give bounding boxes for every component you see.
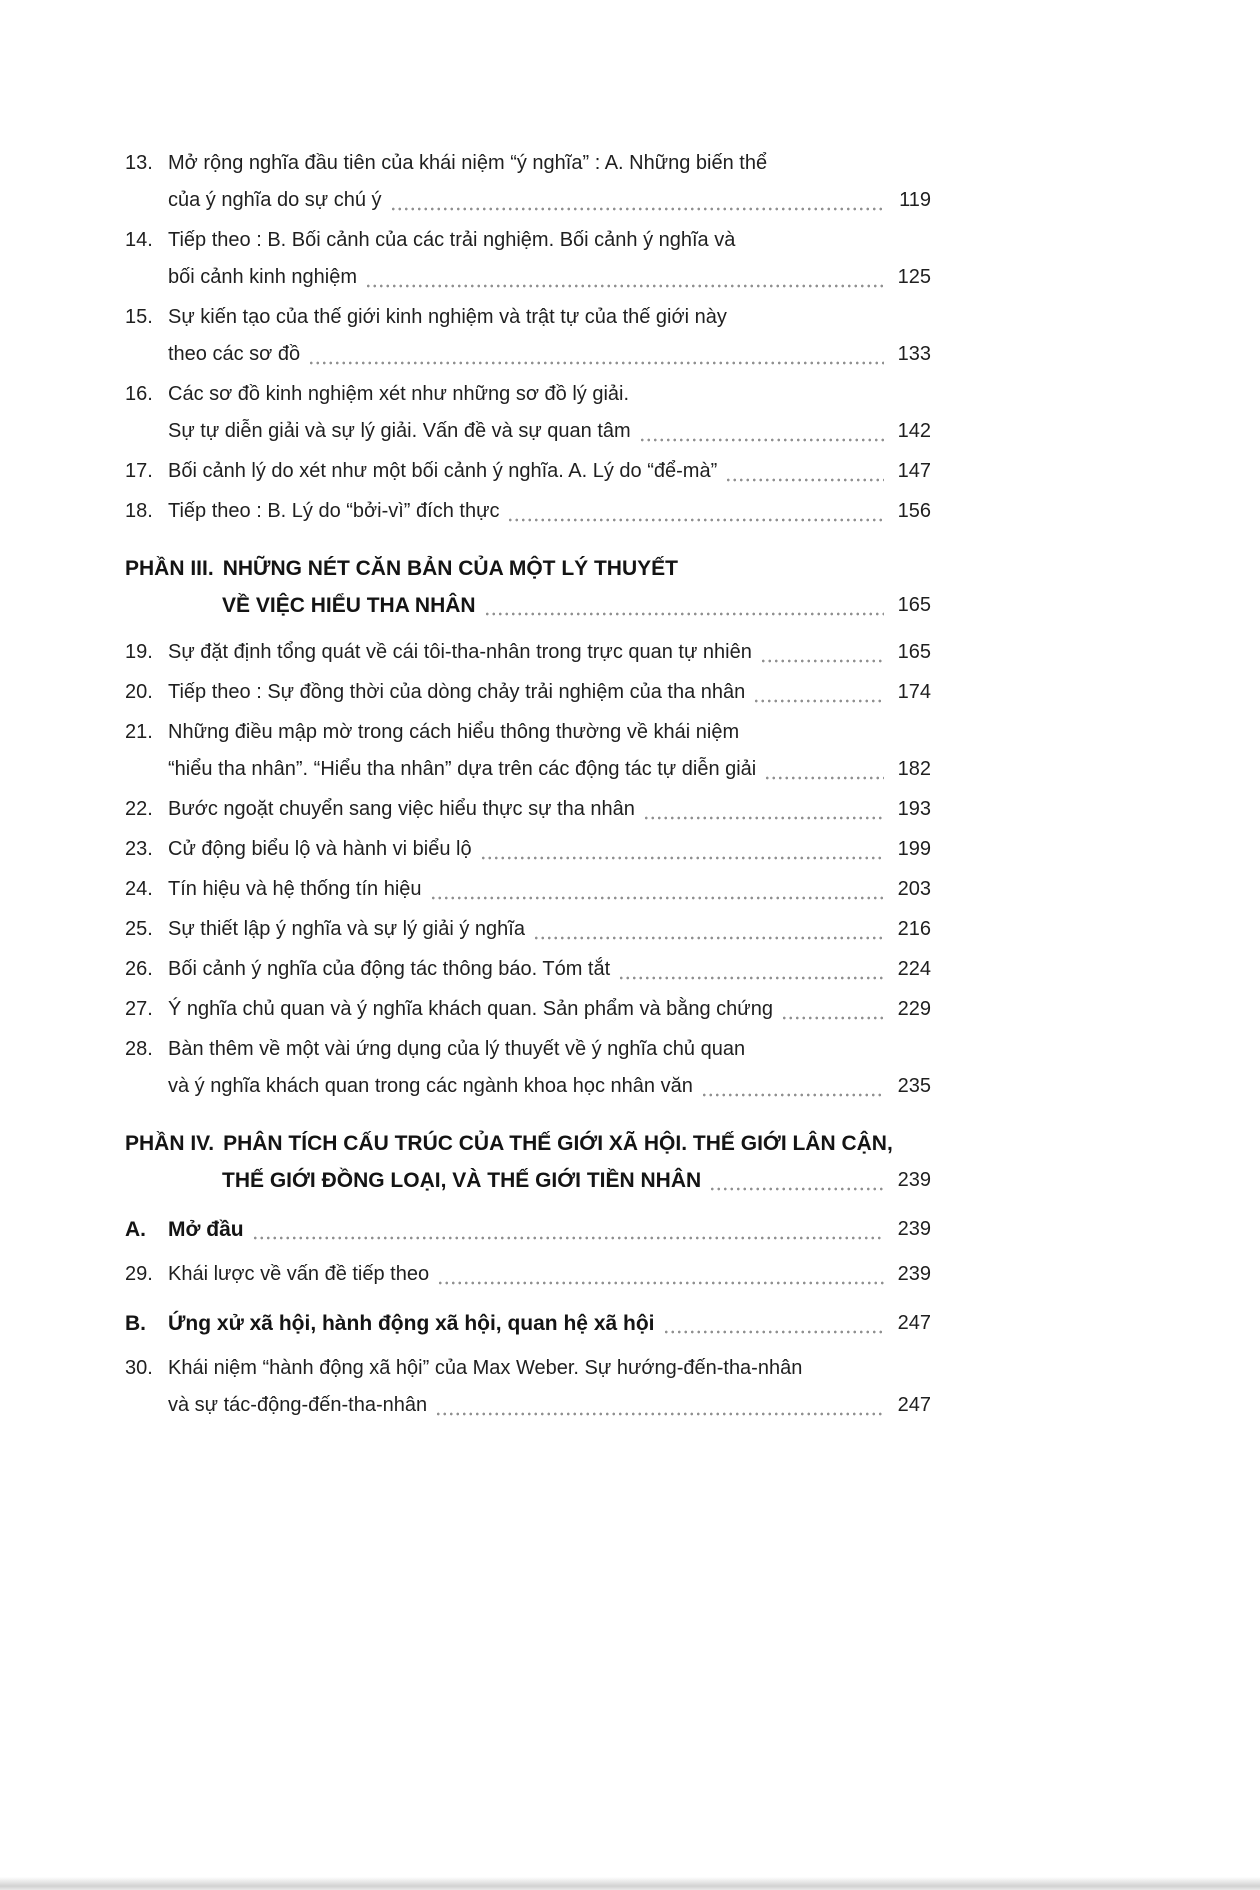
entry-text: PHÂN TÍCH CẤU TRÚC CỦA THẾ GIỚI XÃ HỘI. THẾ GIỚI LÂN CẬN,: [223, 1132, 893, 1155]
entry-text: Bàn thêm về một vài ứng dụng của lý thuyết về ý nghĩa chủ quan: [168, 1038, 746, 1060]
entry-page-number: 119: [899, 189, 931, 211]
entry-line: [168, 145, 931, 182]
entry-number: 19.: [125, 641, 153, 663]
entry-page-number: 235: [897, 1075, 931, 1097]
entry-text: Sự đặt định tổng quát về cái tôi-tha-nhân trong trực quan tự nhiên: [168, 641, 752, 663]
toc-item: [125, 714, 931, 788]
entry-line: [125, 550, 931, 587]
entry-line: [168, 222, 931, 259]
page-bottom-edge: [0, 1877, 1260, 1890]
entry-text: Khái lược về vấn đề tiếp theo: [168, 1263, 430, 1285]
entry-body: [168, 1305, 931, 1342]
entry-body: [168, 871, 931, 908]
toc-item: [125, 871, 931, 908]
dotted-leader: [764, 776, 884, 780]
entry-line: [168, 991, 931, 1028]
part-label: PHẦN IV.: [125, 1132, 215, 1155]
entry-number: 20.: [125, 681, 153, 703]
dotted-leader: [507, 518, 884, 522]
entry-page-number: 182: [897, 758, 931, 780]
entry-page-number: 165: [897, 641, 931, 663]
entry-number: 27.: [125, 998, 153, 1020]
dotted-leader: [430, 896, 884, 900]
entry-page-number: 239: [897, 1169, 931, 1191]
entry-text: Tiếp theo : B. Bối cảnh của các trải nghiệm. Bối cảnh ý nghĩa và: [168, 229, 736, 251]
entry-body: [168, 714, 931, 788]
toc-item: [125, 145, 931, 219]
entry-body: [125, 550, 931, 624]
entry-body: [168, 453, 931, 490]
entry-text: VỀ VIỆC HIỂU THA NHÂN: [222, 594, 476, 617]
entry-text: NHỮNG NÉT CĂN BẢN CỦA MỘT LÝ THUYẾT: [222, 557, 678, 580]
dotted-leader: [753, 699, 884, 703]
entry-line: [168, 951, 931, 988]
dotted-leader: [252, 1236, 884, 1240]
entry-line: [168, 791, 931, 828]
dotted-leader: [701, 1093, 884, 1097]
entry-page-number: 125: [897, 266, 931, 288]
entry-line: [168, 1305, 931, 1342]
toc-item: [125, 1350, 931, 1424]
entry-body: [168, 951, 931, 988]
dotted-leader: [533, 936, 884, 940]
entry-text: Các sơ đồ kinh nghiệm xét như những sơ đồ lý giải.: [168, 383, 630, 405]
entry-text: Khái niệm “hành động xã hội” của Max Weber. Sự hướng-đến-tha-nhân: [168, 1357, 803, 1379]
entry-line: [168, 182, 931, 219]
dotted-leader: [663, 1330, 885, 1334]
entry-page-number: 193: [897, 798, 931, 820]
entry-page-number: 199: [897, 838, 931, 860]
entry-number: 25.: [125, 918, 153, 940]
toc-section-heading: [125, 1211, 931, 1248]
table-of-contents-page: [125, 145, 931, 1427]
entry-page-number: 239: [897, 1263, 931, 1285]
toc-part-heading: [125, 1125, 931, 1199]
entry-page-number: 174: [897, 681, 931, 703]
entry-text: và ý nghĩa khách quan trong các ngành khoa học nhân văn: [168, 1075, 693, 1097]
entry-text: Bối cảnh lý do xét như một bối cảnh ý nghĩa. A. Lý do “để-mà”: [168, 460, 718, 482]
entry-line: [168, 493, 931, 530]
entry-line: [168, 1031, 931, 1068]
entry-line: [168, 751, 931, 788]
dotted-leader: [618, 976, 884, 980]
entry-number: 28.: [125, 1038, 153, 1060]
entry-line: [168, 634, 931, 671]
dotted-leader: [725, 478, 884, 482]
entry-text: Những điều mập mờ trong cách hiểu thông thường về khái niệm: [168, 721, 740, 743]
entry-text: Mở rộng nghĩa đầu tiên của khái niệm “ý nghĩa” : A. Những biến thể: [168, 152, 768, 174]
dotted-leader: [480, 856, 884, 860]
entry-number: 17.: [125, 460, 153, 482]
entry-line: [168, 336, 931, 373]
dotted-leader: [760, 659, 884, 663]
entry-page-number: 203: [897, 878, 931, 900]
entry-body: [168, 376, 931, 450]
toc-item: [125, 376, 931, 450]
entry-text: Tiếp theo : B. Lý do “bởi-vì” đích thực: [168, 500, 500, 522]
toc-item: [125, 222, 931, 296]
toc-list: [125, 145, 931, 1424]
entry-text: Bối cảnh ý nghĩa của động tác thông báo. Tóm tắt: [168, 958, 611, 980]
entry-text: Cử động biểu lộ và hành vi biểu lộ: [168, 838, 472, 860]
dotted-leader: [781, 1016, 884, 1020]
entry-line: [168, 714, 931, 751]
entry-page-number: 147: [897, 460, 931, 482]
dotted-leader: [643, 816, 884, 820]
entry-page-number: 239: [897, 1218, 931, 1240]
toc-item: [125, 634, 931, 671]
toc-section-heading: [125, 1305, 931, 1342]
dotted-leader: [639, 438, 884, 442]
dotted-leader: [308, 361, 884, 365]
entry-text: “hiểu tha nhân”. “Hiểu tha nhân” dựa trên các động tác tự diễn giải: [168, 758, 757, 780]
entry-body: [168, 791, 931, 828]
entry-line: [168, 299, 931, 336]
entry-body: [168, 991, 931, 1028]
entry-body: [168, 674, 931, 711]
entry-line: [168, 413, 931, 450]
entry-page-number: 216: [897, 918, 931, 940]
toc-item: [125, 493, 931, 530]
entry-line: [168, 674, 931, 711]
entry-body: [125, 1125, 931, 1199]
entry-line: [168, 1256, 931, 1293]
toc-item: [125, 453, 931, 490]
entry-number: 26.: [125, 958, 153, 980]
entry-line: [168, 831, 931, 868]
toc-item: [125, 791, 931, 828]
entry-text: của ý nghĩa do sự chú ý: [168, 189, 382, 211]
toc-item: [125, 299, 931, 373]
entry-line: [125, 1162, 931, 1199]
entry-text: Mở đầu: [168, 1218, 244, 1241]
entry-text: Sự thiết lập ý nghĩa và sự lý giải ý nghĩa: [168, 918, 525, 940]
entry-text: THẾ GIỚI ĐỒNG LOẠI, VÀ THẾ GIỚI TIỀN NHÂN: [222, 1169, 702, 1192]
entry-page-number: 247: [897, 1394, 931, 1416]
entry-text: bối cảnh kinh nghiệm: [168, 266, 358, 288]
entry-number: 30.: [125, 1357, 153, 1379]
entry-body: [168, 145, 931, 219]
entry-page-number: 165: [897, 594, 931, 616]
entry-page-number: 229: [897, 998, 931, 1020]
entry-number: 15.: [125, 306, 153, 328]
dotted-leader: [437, 1281, 884, 1285]
entry-line: [168, 376, 931, 413]
entry-line: [125, 1125, 931, 1162]
entry-number: 21.: [125, 721, 153, 743]
entry-line: [168, 259, 931, 296]
entry-number: 29.: [125, 1263, 153, 1285]
entry-page-number: 224: [897, 958, 931, 980]
toc-item: [125, 1256, 931, 1293]
entry-line: [168, 1068, 931, 1105]
entry-page-number: 142: [897, 420, 931, 442]
entry-number: 13.: [125, 152, 153, 174]
entry-body: [168, 1350, 931, 1424]
toc-item: [125, 831, 931, 868]
entry-number: 18.: [125, 500, 153, 522]
entry-line: [168, 1211, 931, 1248]
entry-body: [168, 493, 931, 530]
entry-text: Tiếp theo : Sự đồng thời của dòng chảy trải nghiệm của tha nhân: [168, 681, 746, 703]
entry-page-number: 247: [897, 1312, 931, 1334]
entry-line: [125, 587, 931, 624]
dotted-leader: [709, 1187, 884, 1191]
entry-number: 23.: [125, 838, 153, 860]
entry-text: Sự kiến tạo của thế giới kinh nghiệm và trật tự của thế giới này: [168, 306, 727, 328]
toc-part-heading: [125, 550, 931, 624]
entry-body: [168, 299, 931, 373]
entry-line: [168, 1350, 931, 1387]
entry-line: [168, 911, 931, 948]
part-label: PHẦN III.: [125, 557, 214, 580]
entry-body: [168, 1256, 931, 1293]
entry-body: [168, 1031, 931, 1105]
toc-item: [125, 911, 931, 948]
dotted-leader: [435, 1412, 884, 1416]
dotted-leader: [484, 612, 884, 616]
entry-text: và sự tác-động-đến-tha-nhân: [168, 1394, 428, 1416]
entry-text: Ý nghĩa chủ quan và ý nghĩa khách quan. Sản phẩm và bằng chứng: [168, 998, 773, 1020]
entry-number: 22.: [125, 798, 153, 820]
entry-body: [168, 831, 931, 868]
entry-body: [168, 634, 931, 671]
entry-page-number: 156: [897, 500, 931, 522]
entry-text: Bước ngoặt chuyển sang việc hiểu thực sự tha nhân: [168, 798, 635, 820]
entry-text: Sự tự diễn giải và sự lý giải. Vấn đề và sự quan tâm: [168, 420, 631, 442]
section-label: B.: [125, 1312, 146, 1335]
dotted-leader: [390, 207, 884, 211]
toc-item: [125, 951, 931, 988]
entry-number: 24.: [125, 878, 153, 900]
toc-item: [125, 991, 931, 1028]
entry-body: [168, 911, 931, 948]
entry-text: theo các sơ đồ: [168, 343, 301, 365]
section-label: A.: [125, 1218, 146, 1241]
entry-body: [168, 1211, 931, 1248]
dotted-leader: [365, 284, 884, 288]
entry-line: [168, 453, 931, 490]
entry-line: [168, 1387, 931, 1424]
entry-text: Tín hiệu và hệ thống tín hiệu: [168, 878, 422, 900]
entry-number: 16.: [125, 383, 153, 405]
entry-text: Ứng xử xã hội, hành động xã hội, quan hệ xã hội: [168, 1312, 655, 1335]
toc-item: [125, 1031, 931, 1105]
entry-line: [168, 871, 931, 908]
toc-item: [125, 674, 931, 711]
entry-body: [168, 222, 931, 296]
entry-number: 14.: [125, 229, 153, 251]
entry-page-number: 133: [897, 343, 931, 365]
